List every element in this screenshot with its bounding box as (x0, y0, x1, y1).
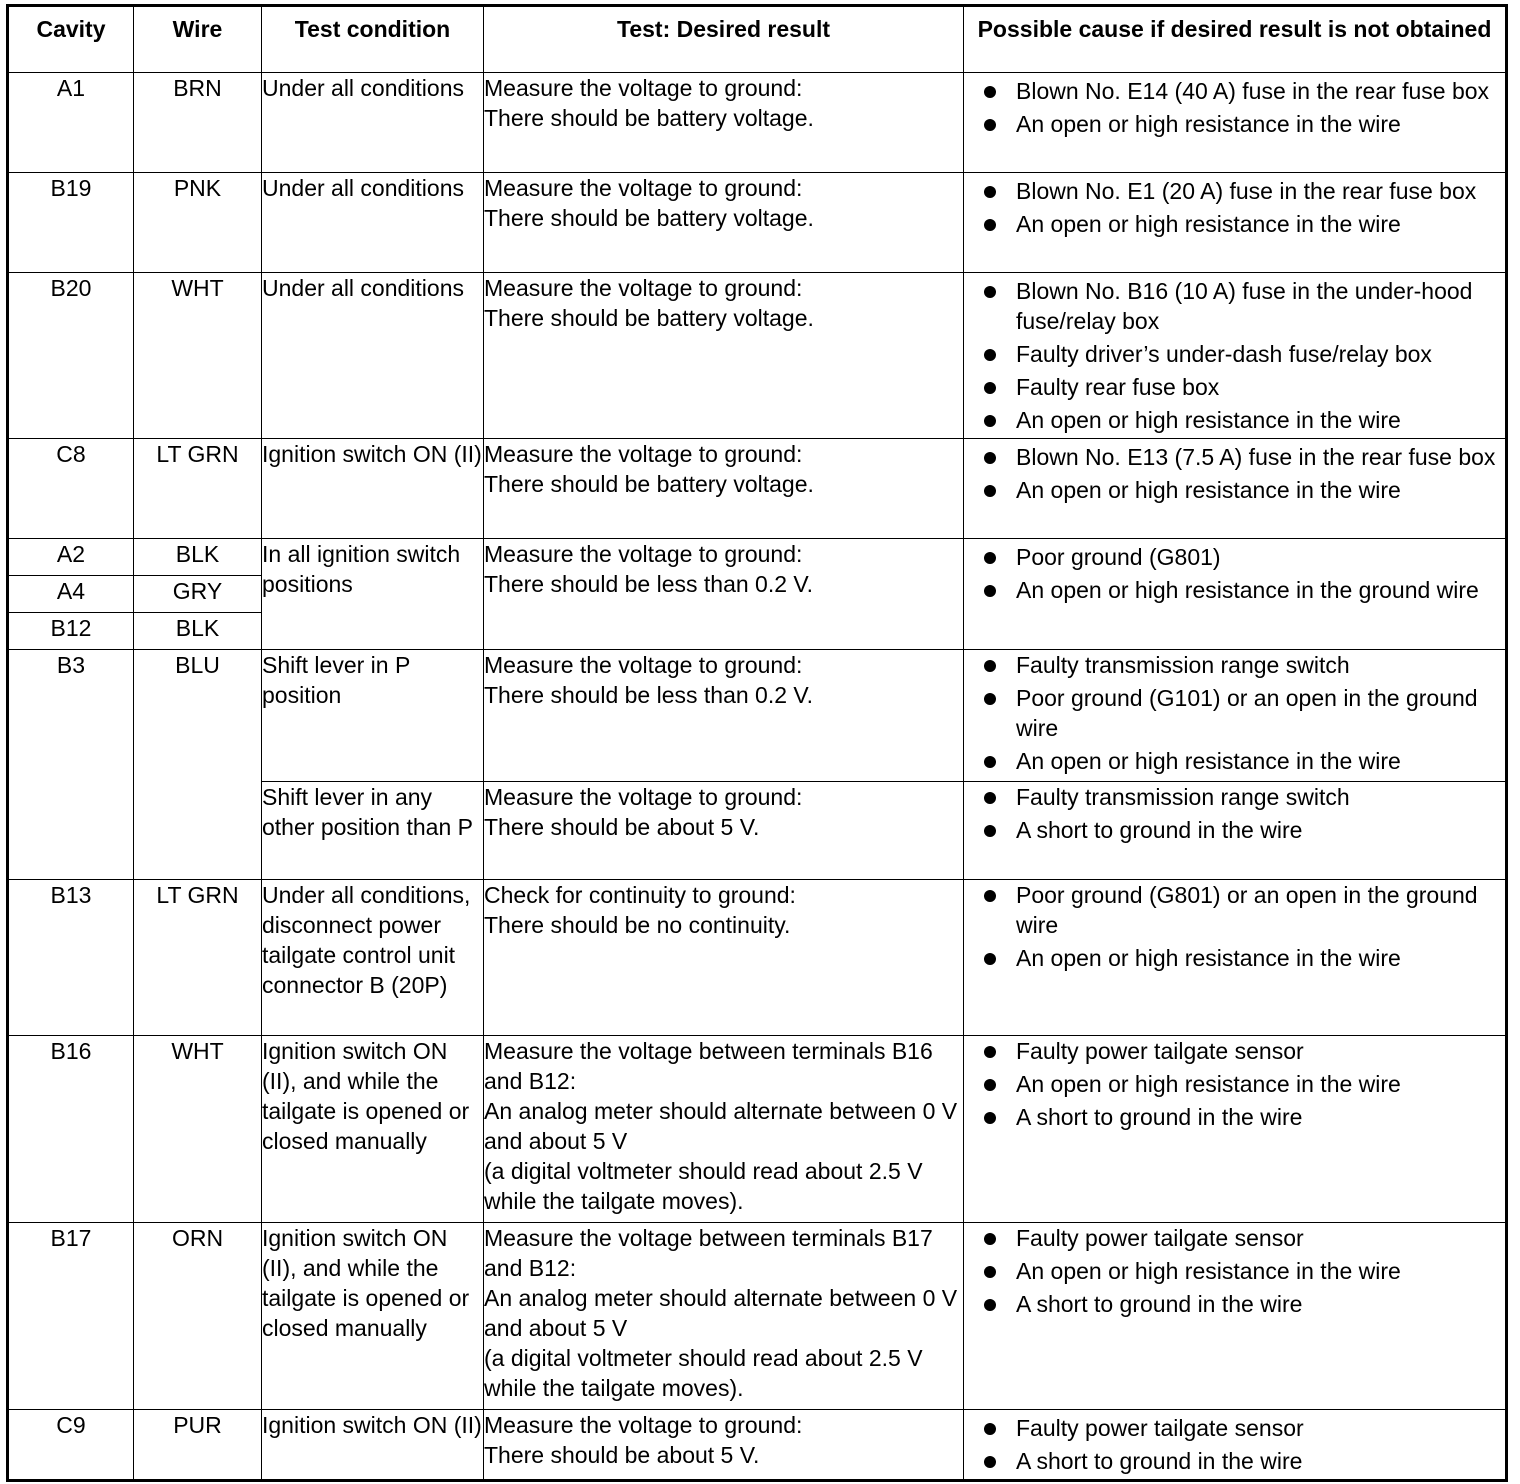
cause-item: Blown No. E13 (7.5 A) fuse in the rear fuse box (964, 442, 1497, 472)
wire-cell: LT GRN (134, 439, 262, 539)
result-line: An analog meter should alternate between 0 V and about 5 V (484, 1285, 958, 1341)
header-desired-result: Test: Desired result (484, 6, 964, 73)
cause-item: An open or high resistance in the wire (964, 405, 1497, 435)
cause-cell (964, 1036, 1507, 1223)
wire-cell: BLK (134, 613, 262, 650)
wire-cell: BLU (134, 650, 262, 880)
cause-cell (964, 1410, 1507, 1481)
wire-cell: WHT (134, 273, 262, 439)
cause-list (964, 880, 1505, 973)
cause-item: Faulty driver’s under-dash fuse/relay box (964, 339, 1497, 369)
result-cell (484, 1036, 964, 1223)
condition-cell: Ignition switch ON (II), and while the tailgate is opened or closed manually (262, 1036, 484, 1223)
header-row (8, 6, 1507, 73)
result-line: Measure the voltage to ground: (484, 652, 803, 678)
cause-list (964, 782, 1505, 845)
cause-list (964, 1223, 1505, 1319)
cavity-cell: B20 (8, 273, 134, 439)
result-cell (484, 1410, 964, 1481)
result-line: There should be battery voltage. (484, 205, 814, 231)
header-test-condition: Test condition (262, 6, 484, 73)
result-line: Measure the voltage to ground: (484, 275, 803, 301)
cause-item: A short to ground in the wire (964, 815, 1497, 845)
cavity-cell: B19 (8, 173, 134, 273)
cause-item: Faulty power tailgate sensor (964, 1413, 1497, 1443)
condition-cell: In all ignition switch positions (262, 539, 484, 650)
condition-cell: Ignition switch ON (II) (262, 439, 484, 539)
result-line: Check for continuity to ground: (484, 882, 796, 908)
cause-cell (964, 1223, 1507, 1410)
condition-cell: Under all conditions (262, 73, 484, 173)
result-line: There should be battery voltage. (484, 471, 814, 497)
header-wire: Wire (134, 6, 262, 73)
wire-cell: ORN (134, 1223, 262, 1410)
cause-item: Faulty power tailgate sensor (964, 1036, 1497, 1066)
cause-item: An open or high resistance in the wire (964, 746, 1497, 776)
table-row (8, 539, 1507, 576)
cavity-cell: B17 (8, 1223, 134, 1410)
result-cell (484, 539, 964, 650)
result-line: Measure the voltage between terminals B16 and B12: (484, 1038, 933, 1094)
result-line: Measure the voltage to ground: (484, 784, 803, 810)
wire-cell: BRN (134, 73, 262, 173)
table-row (8, 1223, 1507, 1410)
header-possible-cause: Possible cause if desired result is not obtained (964, 6, 1507, 73)
cause-item: Blown No. E1 (20 A) fuse in the rear fuse box (964, 176, 1497, 206)
cause-cell (964, 782, 1507, 880)
result-line: (a digital voltmeter should read about 2.5 V while the tailgate moves). (484, 1345, 923, 1401)
result-line: There should be no continuity. (484, 912, 791, 938)
cavity-cell: B3 (8, 650, 134, 880)
cavity-cell: A2 (8, 539, 134, 576)
result-line: (a digital voltmeter should read about 2.5 V while the tailgate moves). (484, 1158, 923, 1214)
cause-item: Blown No. B16 (10 A) fuse in the under-hood fuse/relay box (964, 276, 1497, 336)
table-row (8, 439, 1507, 539)
cause-cell (964, 173, 1507, 273)
cause-cell (964, 650, 1507, 782)
cavity-cell: A4 (8, 576, 134, 613)
result-line: Measure the voltage to ground: (484, 1412, 803, 1438)
cavity-cell: A1 (8, 73, 134, 173)
result-line: Measure the voltage to ground: (484, 175, 803, 201)
condition-cell: Under all conditions, disconnect power tailgate control unit connector B (20P) (262, 880, 484, 1036)
table-row (8, 880, 1507, 1036)
table-row (8, 1036, 1507, 1223)
result-cell (484, 273, 964, 439)
table-row (8, 650, 1507, 782)
cavity-cell: B13 (8, 880, 134, 1036)
table-row (8, 273, 1507, 439)
result-line: There should be less than 0.2 V. (484, 682, 814, 708)
cause-item: An open or high resistance in the wire (964, 943, 1497, 973)
result-line: There should be battery voltage. (484, 305, 814, 331)
cause-item: Blown No. E14 (40 A) fuse in the rear fuse box (964, 76, 1497, 106)
result-line: Measure the voltage to ground: (484, 441, 803, 467)
wire-cell: WHT (134, 1036, 262, 1223)
wire-cell: BLK (134, 539, 262, 576)
condition-cell: Under all conditions (262, 173, 484, 273)
cavity-cell: B12 (8, 613, 134, 650)
cause-item: Poor ground (G101) or an open in the ground wire (964, 683, 1497, 743)
result-cell (484, 439, 964, 539)
result-line: There should be battery voltage. (484, 105, 814, 131)
cause-list (964, 439, 1505, 505)
cause-cell (964, 73, 1507, 173)
cause-item: Poor ground (G801) (964, 542, 1497, 572)
condition-cell: Ignition switch ON (II), and while the tailgate is opened or closed manually (262, 1223, 484, 1410)
result-line: Measure the voltage to ground: (484, 541, 803, 567)
wire-cell: PUR (134, 1410, 262, 1481)
cause-item: An open or high resistance in the wire (964, 475, 1497, 505)
table-row (8, 173, 1507, 273)
cause-cell (964, 273, 1507, 439)
result-cell (484, 880, 964, 1036)
cause-list (964, 1410, 1505, 1476)
condition-cell: Shift lever in P position (262, 650, 484, 782)
cause-cell (964, 539, 1507, 650)
cause-item: Faulty transmission range switch (964, 782, 1497, 812)
terminal-test-table (6, 4, 1508, 1482)
result-line: There should be about 5 V. (484, 814, 760, 840)
wire-cell: LT GRN (134, 880, 262, 1036)
cause-item: An open or high resistance in the ground wire (964, 575, 1497, 605)
cause-list (964, 539, 1505, 605)
cause-item: A short to ground in the wire (964, 1446, 1497, 1476)
cause-list (964, 73, 1505, 139)
cause-item: A short to ground in the wire (964, 1289, 1497, 1319)
result-cell (484, 650, 964, 782)
result-cell (484, 782, 964, 880)
cause-item: Faulty power tailgate sensor (964, 1223, 1497, 1253)
result-line: Measure the voltage between terminals B17 and B12: (484, 1225, 933, 1281)
table-row (8, 1410, 1507, 1481)
cause-list (964, 1036, 1505, 1132)
cause-list (964, 650, 1505, 776)
cause-list (964, 173, 1505, 239)
result-cell (484, 73, 964, 173)
result-line: There should be about 5 V. (484, 1442, 760, 1468)
table-row (8, 73, 1507, 173)
wire-cell: PNK (134, 173, 262, 273)
condition-cell: Under all conditions (262, 273, 484, 439)
condition-cell: Ignition switch ON (II) (262, 1410, 484, 1481)
cavity-cell: C9 (8, 1410, 134, 1481)
result-line: Measure the voltage to ground: (484, 75, 803, 101)
cause-item: A short to ground in the wire (964, 1102, 1497, 1132)
result-cell (484, 173, 964, 273)
cause-item: Faulty rear fuse box (964, 372, 1497, 402)
cause-item: Faulty transmission range switch (964, 650, 1497, 680)
cause-item: An open or high resistance in the wire (964, 1256, 1497, 1286)
condition-cell: Shift lever in any other position than P (262, 782, 484, 880)
cause-cell (964, 880, 1507, 1036)
cause-cell (964, 439, 1507, 539)
cause-item: An open or high resistance in the wire (964, 109, 1497, 139)
cavity-cell: C8 (8, 439, 134, 539)
cause-item: An open or high resistance in the wire (964, 209, 1497, 239)
cause-item: Poor ground (G801) or an open in the ground wire (964, 880, 1497, 940)
wire-cell: GRY (134, 576, 262, 613)
cause-item: An open or high resistance in the wire (964, 1069, 1497, 1099)
result-line: There should be less than 0.2 V. (484, 571, 814, 597)
result-line: An analog meter should alternate between 0 V and about 5 V (484, 1098, 958, 1154)
result-cell (484, 1223, 964, 1410)
cavity-cell: B16 (8, 1036, 134, 1223)
header-cavity: Cavity (8, 6, 134, 73)
cause-list (964, 273, 1505, 435)
